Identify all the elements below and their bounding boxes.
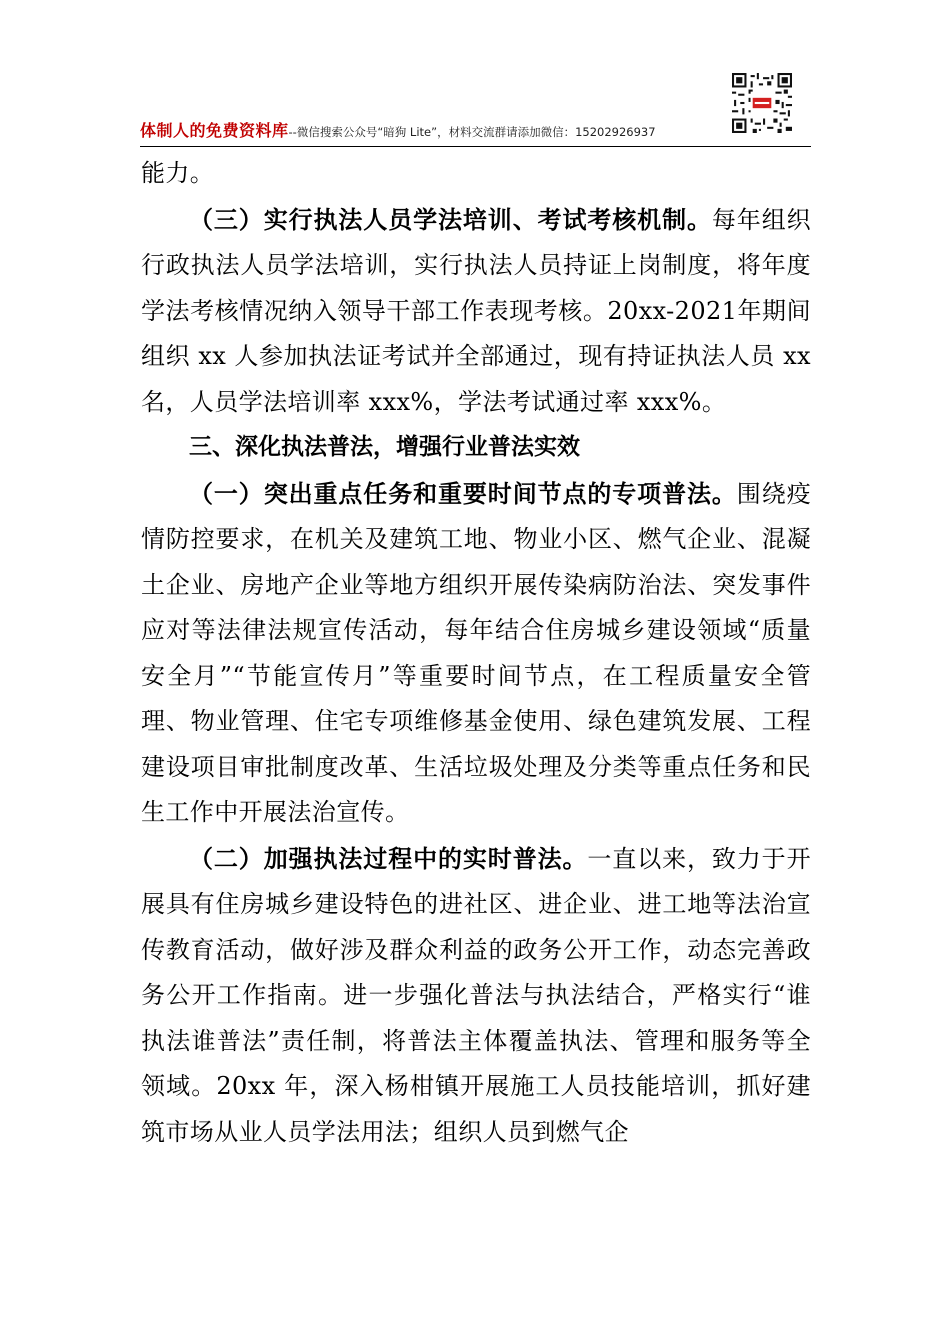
paragraph-text: 围绕疫情防控要求，在机关及建筑工地、物业小区、燃气企业、混凝土企业、房地产企业等地方组织开展传染病防治法、突发事件应对等法律法规宣传活动，每年结合住房城乡建设领域“质量安全月”“节能宣传月”等重要时间节点，在工程质量安全管理、物业管理、住宅专项维修基金使用、绿色建筑发展、工程建设项目审批制度改革、生活垃圾处理及分类等重点任务和民生工作中开展法治宣传。: [141, 479, 811, 826]
paragraph-realtime-publicity: [141, 836, 811, 1156]
section-heading: 三、深化执法普法，增强行业普法实效: [189, 434, 580, 460]
paragraph-continuation: 能力。: [141, 159, 215, 187]
paragraph-training: [141, 197, 811, 426]
qr-code-icon: [732, 73, 792, 133]
header-note: --微信搜索公众号“暗狗 Lite”，材料交流群请添加微信：15202926937: [288, 125, 656, 139]
paragraph-special-publicity: [141, 471, 811, 836]
header-brand: 体制人的免费资料库: [140, 121, 289, 140]
paragraph-text: 一直以来，致力于开展具有住房城乡建设特色的进社区、进企业、进工地等法治宣传教育活动，做好涉及群众利益的政务公开工作，动态完善政务公开工作指南。进一步强化普法与执法结合，严格实行“谁执法谁普法”责任制，将普法主体覆盖执法、管理和服务等全领域。20xx 年，深入杨柑镇开展施工人员技能培训，抓好建筑市场从业人员学法用法；组织人员到燃气企: [141, 844, 811, 1146]
header-divider: [140, 146, 811, 147]
paragraph-lead: （一）突出重点任务和重要时间节点的专项普法。: [189, 478, 737, 508]
paragraph-lead: （二）加强执法过程中的实时普法。: [189, 843, 588, 873]
page-header: [140, 118, 811, 148]
document-body: [141, 151, 811, 1155]
paragraph-text: 每年组织行政执法人员学法培训，实行执法人员持证上岗制度，将年度学法考核情况纳入领导干部工作表现考核。20xx-2021年期间组织 xx 人参加执法证考试并全部通过，现有持证执法人员 xx 名，人员学法培训率 xxx%，学法考试通过率 xxx%。: [141, 205, 811, 416]
paragraph-lead: （三）实行执法人员学法培训、考试考核机制。: [189, 204, 712, 234]
